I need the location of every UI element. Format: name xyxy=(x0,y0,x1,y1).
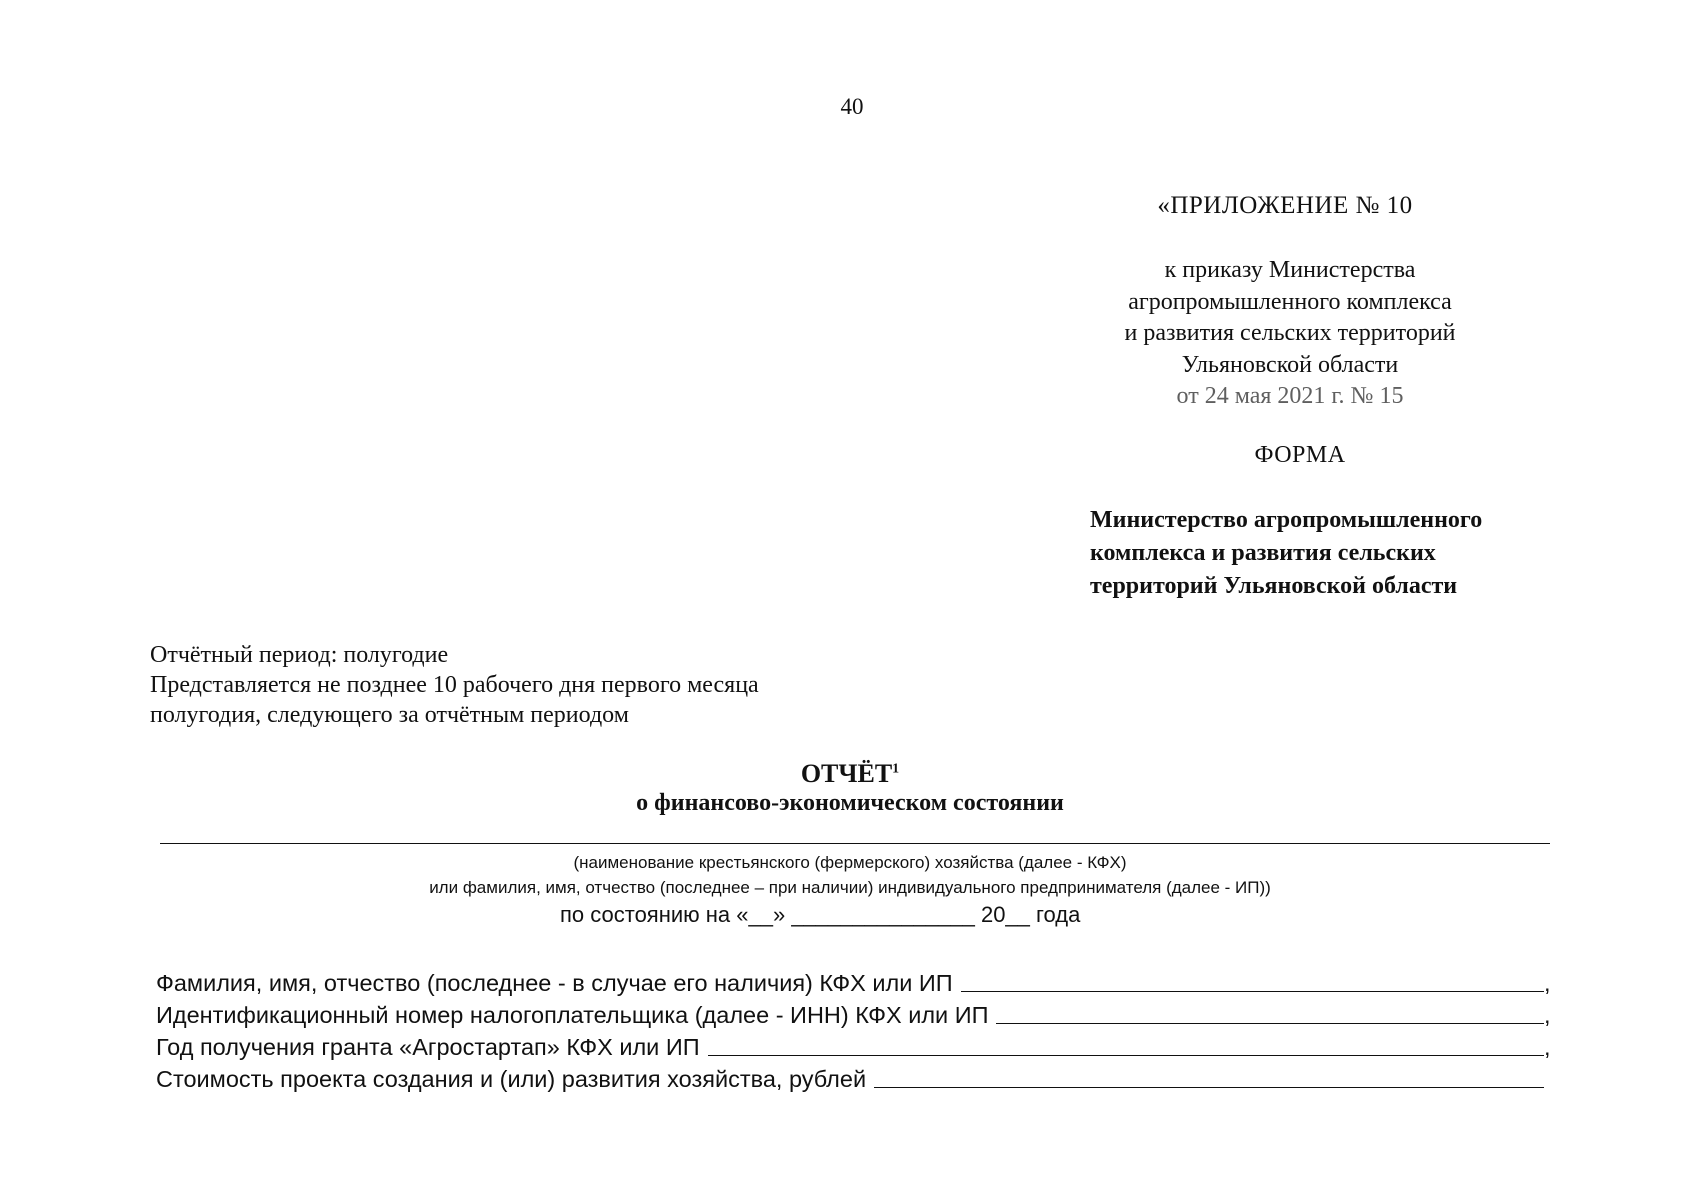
entity-name-caption: (наименование крестьянского (фермерского) хозяйства (далее - КФХ) xyxy=(573,853,1127,872)
period-line: Отчётный период: полугодие xyxy=(150,642,449,668)
form-field-row xyxy=(156,965,1556,997)
order-reference xyxy=(1090,255,1490,413)
form-fields xyxy=(156,965,1556,1093)
field-end-punctuation: , xyxy=(1544,970,1551,996)
order-reference-line: агропромышленного комплекса xyxy=(1128,288,1452,315)
field-label: Фамилия, имя, отчество (последнее - в случае его наличия) КФХ или ИП xyxy=(156,970,953,996)
ministry-line: комплекса и развития сельских xyxy=(1090,540,1436,566)
field-blank-line[interactable] xyxy=(961,991,1544,992)
page-number: 40 xyxy=(840,94,864,119)
order-date: от 24 мая 2021 г. № 15 xyxy=(1176,383,1404,409)
field-blank-line[interactable] xyxy=(708,1055,1544,1056)
footnote-mark: 1 xyxy=(892,761,900,777)
order-reference-line: и развития сельских территорий xyxy=(1124,320,1456,346)
field-label: Идентификационный номер налогоплательщика (далее - ИНН) КФХ или ИП xyxy=(156,1002,989,1028)
field-blank-line[interactable] xyxy=(874,1087,1544,1088)
period-line: полугодия, следующего за отчётным периодом xyxy=(150,702,629,728)
form-field-row xyxy=(156,997,1556,1029)
ministry-line: Министерство агропромышленного xyxy=(1090,507,1483,533)
form-label: ФОРМА xyxy=(1254,442,1346,468)
report-title-text: ОТЧЁТ xyxy=(800,759,893,788)
report-subtitle: о финансово-экономическом состоянии xyxy=(636,790,1064,816)
reporting-period xyxy=(150,640,910,730)
entity-name-caption-continued: или фамилия, имя, отчество (последнее – при наличии) индивидуального предпринимателя (далее - ИП)) xyxy=(429,878,1271,897)
period-line: Представляется не позднее 10 рабочего дня первого месяца xyxy=(150,672,759,698)
field-label: Стоимость проекта создания и (или) развития хозяйства, рублей xyxy=(156,1066,867,1092)
field-blank-line[interactable] xyxy=(996,1023,1544,1024)
order-reference-line: Ульяновской области xyxy=(1181,351,1399,378)
field-end-punctuation: , xyxy=(1544,1002,1551,1028)
form-field-row xyxy=(156,1029,1556,1061)
as-of-date-line: по состоянию на «__» _______________ 20__ года xyxy=(560,902,1081,927)
field-end-punctuation: , xyxy=(1544,1034,1551,1060)
report-title xyxy=(700,759,1000,789)
ministry-name xyxy=(1090,504,1530,603)
field-label: Год получения гранта «Агростартап» КФХ или ИП xyxy=(156,1034,700,1060)
appendix-title: «ПРИЛОЖЕНИЕ № 10 xyxy=(1157,192,1413,219)
entity-name-blank-line[interactable] xyxy=(160,843,1550,844)
form-field-row xyxy=(156,1061,1556,1093)
order-reference-line: к приказу Министерства xyxy=(1164,257,1416,283)
ministry-line: территорий Ульяновской области xyxy=(1090,573,1458,599)
